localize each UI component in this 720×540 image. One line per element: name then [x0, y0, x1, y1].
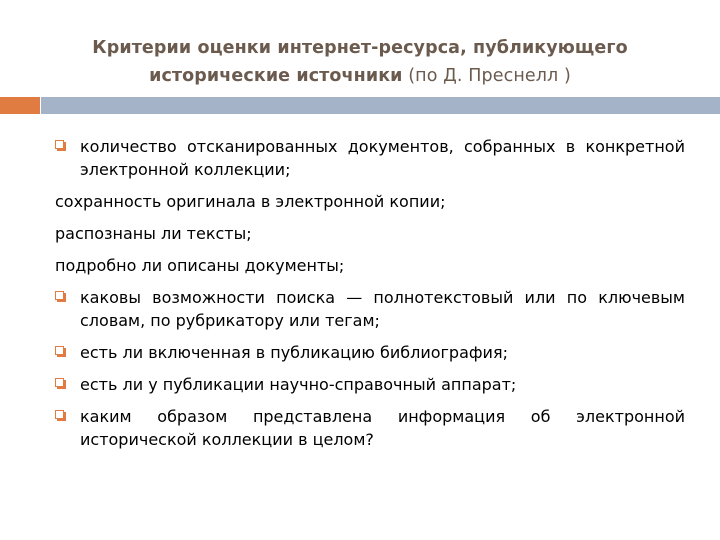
list-item-text: каким образом представлена информация об электронной исторической коллекции в целом? [80, 407, 685, 449]
list-item-text: есть ли у публикации научно-справочный аппарат; [80, 375, 517, 394]
title-author: (по Д. Преснелл ) [402, 66, 571, 86]
square-bullet-icon [55, 346, 64, 355]
list-item-text: подробно ли описаны документы; [55, 256, 345, 275]
list-item-text: количество отсканированных документов, собранных в конкретной электронной коллекции; [80, 137, 685, 179]
square-bullet-icon [55, 410, 64, 419]
criteria-list [55, 135, 685, 460]
list-item [55, 135, 685, 181]
square-bullet-icon [55, 140, 64, 149]
square-bullet-icon [55, 291, 64, 300]
list-item [55, 341, 685, 364]
title-bold: Критерии оценки интернет-ресурса, публикующего исторические источники [92, 38, 628, 86]
divider-bar [40, 97, 720, 114]
list-item-text: каковы возможности поиска — полнотекстовый или по ключевым словам, по рубрикатору или тегам; [80, 288, 685, 330]
list-item-text: распознаны ли тексты; [55, 224, 252, 243]
list-item-text: есть ли включенная в публикацию библиография; [80, 343, 508, 362]
list-item [55, 222, 685, 245]
list-item [55, 286, 685, 332]
list-item [55, 190, 685, 213]
list-item [55, 373, 685, 396]
square-bullet-icon [55, 378, 64, 387]
list-item [55, 405, 685, 451]
list-item-text: сохранность оригинала в электронной копии; [55, 192, 446, 211]
list-item [55, 254, 685, 277]
divider-accent-block [0, 97, 40, 114]
slide-title [40, 34, 680, 90]
title-divider [0, 97, 720, 114]
